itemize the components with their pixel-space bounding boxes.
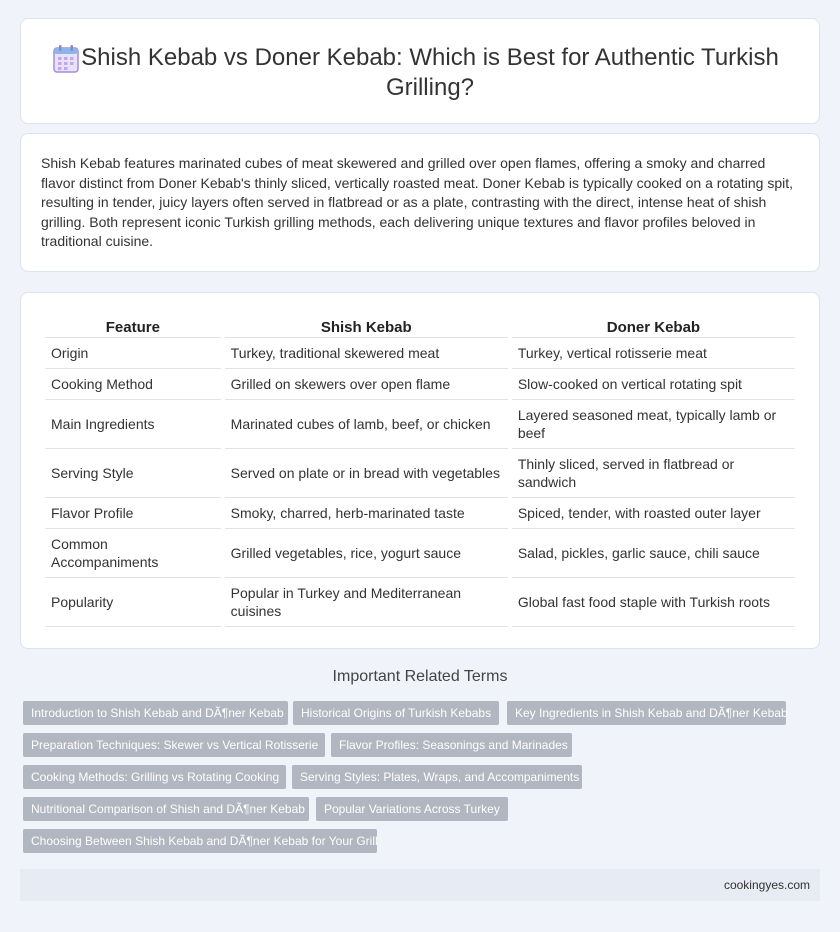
doner-cell: Global fast food staple with Turkish roots xyxy=(512,578,795,627)
comparison-table xyxy=(41,317,799,627)
feature-cell: Popularity xyxy=(45,578,221,627)
doner-cell: Slow-cooked on vertical rotating spit xyxy=(512,369,795,400)
site-credit[interactable]: cookingyes.com xyxy=(723,878,810,892)
doner-cell: Layered seasoned meat, typically lamb or beef xyxy=(512,400,795,449)
table-header-row xyxy=(45,317,795,338)
related-terms-heading: Important Related Terms xyxy=(332,668,508,685)
shish-cell: Served on plate or in bread with vegetables xyxy=(225,449,508,498)
doner-cell: Spiced, tender, with roasted outer layer xyxy=(512,498,795,529)
related-term-tag[interactable]: Cooking Methods: Grilling vs Rotating Cooking xyxy=(23,765,286,789)
feature-cell: Main Ingredients xyxy=(45,400,221,449)
comparison-card xyxy=(20,292,820,649)
table-row xyxy=(45,400,795,449)
table-row xyxy=(45,529,795,578)
header-card xyxy=(20,18,820,124)
table-row xyxy=(45,338,795,369)
shish-cell: Turkey, traditional skewered meat xyxy=(225,338,508,369)
shish-cell: Popular in Turkey and Mediterranean cuisines xyxy=(225,578,508,627)
related-term-tag[interactable]: Popular Variations Across Turkey xyxy=(316,797,508,821)
intro-card xyxy=(20,133,820,272)
related-term-tag[interactable]: Choosing Between Shish Kebab and DÃ¶ner Kebab for Your Grill xyxy=(23,829,377,853)
table-row xyxy=(45,578,795,627)
feature-cell: Serving Style xyxy=(45,449,221,498)
doner-cell: Salad, pickles, garlic sauce, chili sauce xyxy=(512,529,795,578)
table-row xyxy=(45,369,795,400)
related-term-tag[interactable]: Introduction to Shish Kebab and DÃ¶ner Kebab xyxy=(23,701,288,725)
shish-cell: Marinated cubes of lamb, beef, or chicken xyxy=(225,400,508,449)
footer xyxy=(20,869,820,901)
related-term-tag[interactable]: Preparation Techniques: Skewer vs Vertical Rotisserie xyxy=(23,733,325,757)
shish-cell: Grilled vegetables, rice, yogurt sauce xyxy=(225,529,508,578)
shish-cell: Smoky, charred, herb-marinated taste xyxy=(225,498,508,529)
header-feature: Feature xyxy=(45,317,221,338)
header-doner: Doner Kebab xyxy=(512,317,795,338)
feature-cell: Origin xyxy=(45,338,221,369)
related-term-tag[interactable]: Serving Styles: Plates, Wraps, and Accompaniments xyxy=(292,765,582,789)
related-term-tag[interactable]: Nutritional Comparison of Shish and DÃ¶ner Kebab xyxy=(23,797,309,821)
intro-paragraph: Shish Kebab features marinated cubes of meat skewered and grilled over open flames, offering a smoky and charred flavor distinct from Doner Kebab's thinly sliced, vertically roasted meat. Doner Kebab is typically cooked on a rotating spit, resulting in tender, juicy layers often served in flatbread or as a plate, contrasting with the direct, intense heat of shish grilling. Both represent iconic Turkish grilling methods, each delivering unique textures and flavor profiles beloved in traditional cuisine. xyxy=(41,155,794,250)
related-term-tag[interactable]: Flavor Profiles: Seasonings and Marinades xyxy=(331,733,572,757)
table-row xyxy=(45,449,795,498)
page-title: Shish Kebab vs Doner Kebab: Which is Best for Authentic Turkish Grilling? xyxy=(81,44,779,101)
related-term-tag[interactable]: Historical Origins of Turkish Kebabs xyxy=(293,701,499,725)
doner-cell: Turkey, vertical rotisserie meat xyxy=(512,338,795,369)
doner-cell: Thinly sliced, served in flatbread or sandwich xyxy=(512,449,795,498)
header-shish: Shish Kebab xyxy=(225,317,508,338)
shish-cell: Grilled on skewers over open flame xyxy=(225,369,508,400)
feature-cell: Flavor Profile xyxy=(45,498,221,529)
table-row xyxy=(45,498,795,529)
feature-cell: Common Accompaniments xyxy=(45,529,221,578)
feature-cell: Cooking Method xyxy=(45,369,221,400)
related-term-tag[interactable]: Key Ingredients in Shish Kebab and DÃ¶ner Kebab xyxy=(507,701,786,725)
